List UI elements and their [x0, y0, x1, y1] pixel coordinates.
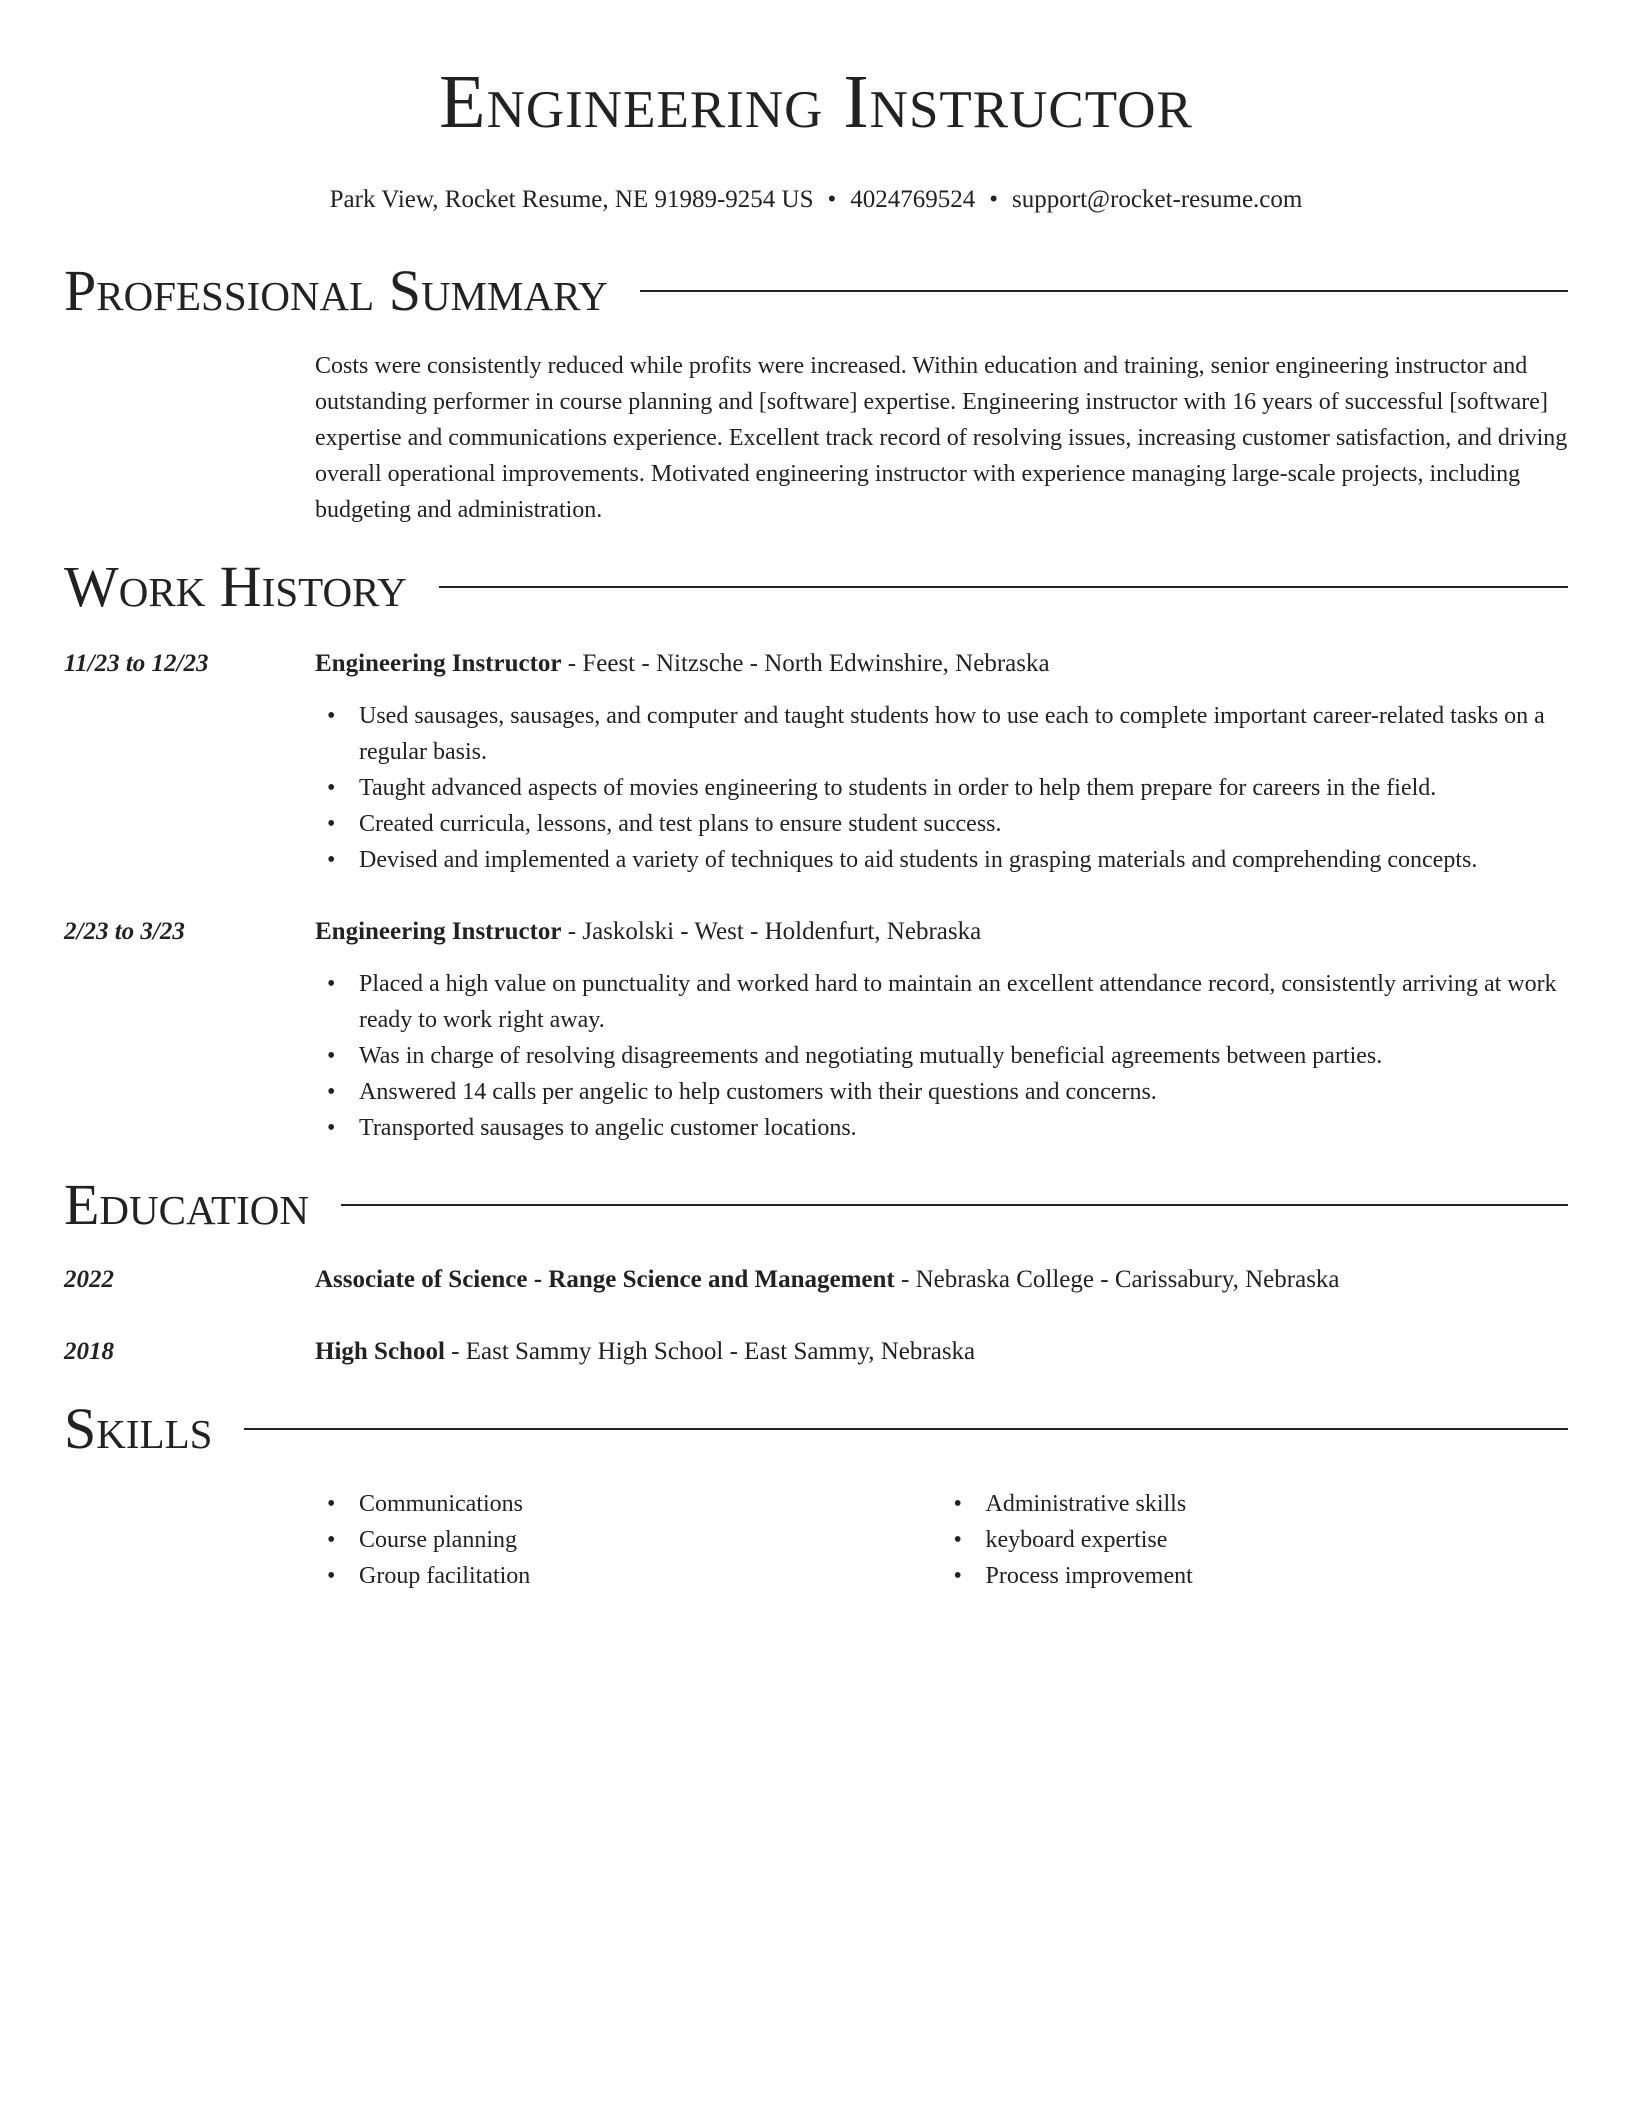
list-item: • Taught advanced aspects of movies engineering to students in order to help them prepare for careers in the field.	[315, 770, 1568, 806]
contact-phone: 4024769524	[850, 186, 976, 213]
skills-spacer	[64, 1464, 315, 1594]
job-dates: 2/23 to 3/23	[64, 918, 185, 945]
candidate-name: Engineering Instructor	[439, 60, 1193, 144]
summary-row	[64, 348, 1568, 528]
list-item: • Created curricula, lessons, and test plans to ensure student success.	[315, 806, 1568, 842]
job-bullets	[315, 966, 1568, 1146]
skills-list-right	[942, 1486, 1569, 1594]
section-divider	[640, 290, 1568, 292]
education-details-line	[315, 1262, 1568, 1298]
contact-separator: •	[989, 186, 999, 213]
education-year: 2018	[64, 1338, 114, 1365]
education-school: - Nebraska College - Carissabury, Nebraska	[894, 1266, 1340, 1293]
job-body	[315, 646, 1568, 878]
summary-spacer	[64, 348, 315, 528]
job-title-line	[315, 646, 1568, 682]
work-section-header	[64, 552, 1568, 622]
job-entry	[64, 914, 1568, 1146]
list-item: • keyboard expertise	[942, 1522, 1569, 1558]
summary-section-header	[64, 256, 1568, 326]
job-title-line	[315, 914, 1568, 950]
list-item: • Answered 14 calls per angelic to help customers with their questions and concerns.	[315, 1074, 1568, 1110]
job-dates: 11/23 to 12/23	[64, 650, 209, 677]
education-section-header	[64, 1170, 1568, 1240]
contact-line	[64, 184, 1568, 216]
summary-text: Costs were consistently reduced while profits were increased. Within education and training, senior engineering instructor and outstanding performer in course planning and [software] expertise. Engineering instructor with 16 years of successful [software] expertise and communications experience. Excellent track record of resolving issues, increasing customer satisfaction, and driving overall operational improvements. Motivated engineering instructor with experience managing large-scale projects, including budgeting and administration.	[315, 353, 1568, 523]
job-body	[315, 914, 1568, 1146]
education-degree: High School	[315, 1338, 445, 1365]
list-item: • Course planning	[315, 1522, 942, 1558]
work-section-title: Work History	[64, 554, 407, 619]
skills-columns	[315, 1486, 1568, 1594]
summary-section-title: Professional Summary	[64, 258, 608, 323]
education-entry	[64, 1334, 1568, 1370]
skills-list-left	[315, 1486, 942, 1594]
job-role: Engineering Instructor	[315, 918, 562, 945]
section-divider	[244, 1428, 1568, 1430]
contact-separator: •	[827, 186, 837, 213]
list-item: • Group facilitation	[315, 1558, 942, 1594]
list-item: • Administrative skills	[942, 1486, 1569, 1522]
contact-email: support@rocket-resume.com	[1012, 186, 1303, 213]
section-divider	[439, 586, 1568, 588]
list-item: • Transported sausages to angelic customer locations.	[315, 1110, 1568, 1146]
job-employer: - Feest - Nitzsche - North Edwinshire, Nebraska	[561, 650, 1050, 677]
education-entry	[64, 1262, 1568, 1298]
job-employer: - Jaskolski - West - Holdenfurt, Nebraska	[561, 918, 982, 945]
education-year: 2022	[64, 1266, 114, 1293]
list-item: • Was in charge of resolving disagreements and negotiating mutually beneficial agreements between parties.	[315, 1038, 1568, 1074]
skills-row	[64, 1464, 1568, 1594]
contact-address: Park View, Rocket Resume, NE 91989-9254 US	[329, 186, 814, 213]
job-entry	[64, 646, 1568, 878]
list-item: • Process improvement	[942, 1558, 1569, 1594]
education-degree: Associate of Science - Range Science and Management	[315, 1266, 895, 1293]
job-bullets	[315, 698, 1568, 878]
education-school: - East Sammy High School - East Sammy, Nebraska	[444, 1338, 976, 1365]
skills-section-title: Skills	[64, 1396, 213, 1461]
list-item: • Communications	[315, 1486, 942, 1522]
education-section-title: Education	[64, 1172, 309, 1237]
skills-section-header	[64, 1394, 1568, 1464]
list-item: • Placed a high value on punctuality and worked hard to maintain an excellent attendance record, consistently arriving at work ready to work right away.	[315, 966, 1568, 1038]
list-item: • Used sausages, sausages, and computer and taught students how to use each to complete important career-related tasks on a regular basis.	[315, 698, 1568, 770]
section-divider	[341, 1204, 1568, 1206]
list-item: • Devised and implemented a variety of techniques to aid students in grasping materials and comprehending concepts.	[315, 842, 1568, 878]
education-details-line	[315, 1334, 1568, 1370]
job-role: Engineering Instructor	[315, 650, 562, 677]
